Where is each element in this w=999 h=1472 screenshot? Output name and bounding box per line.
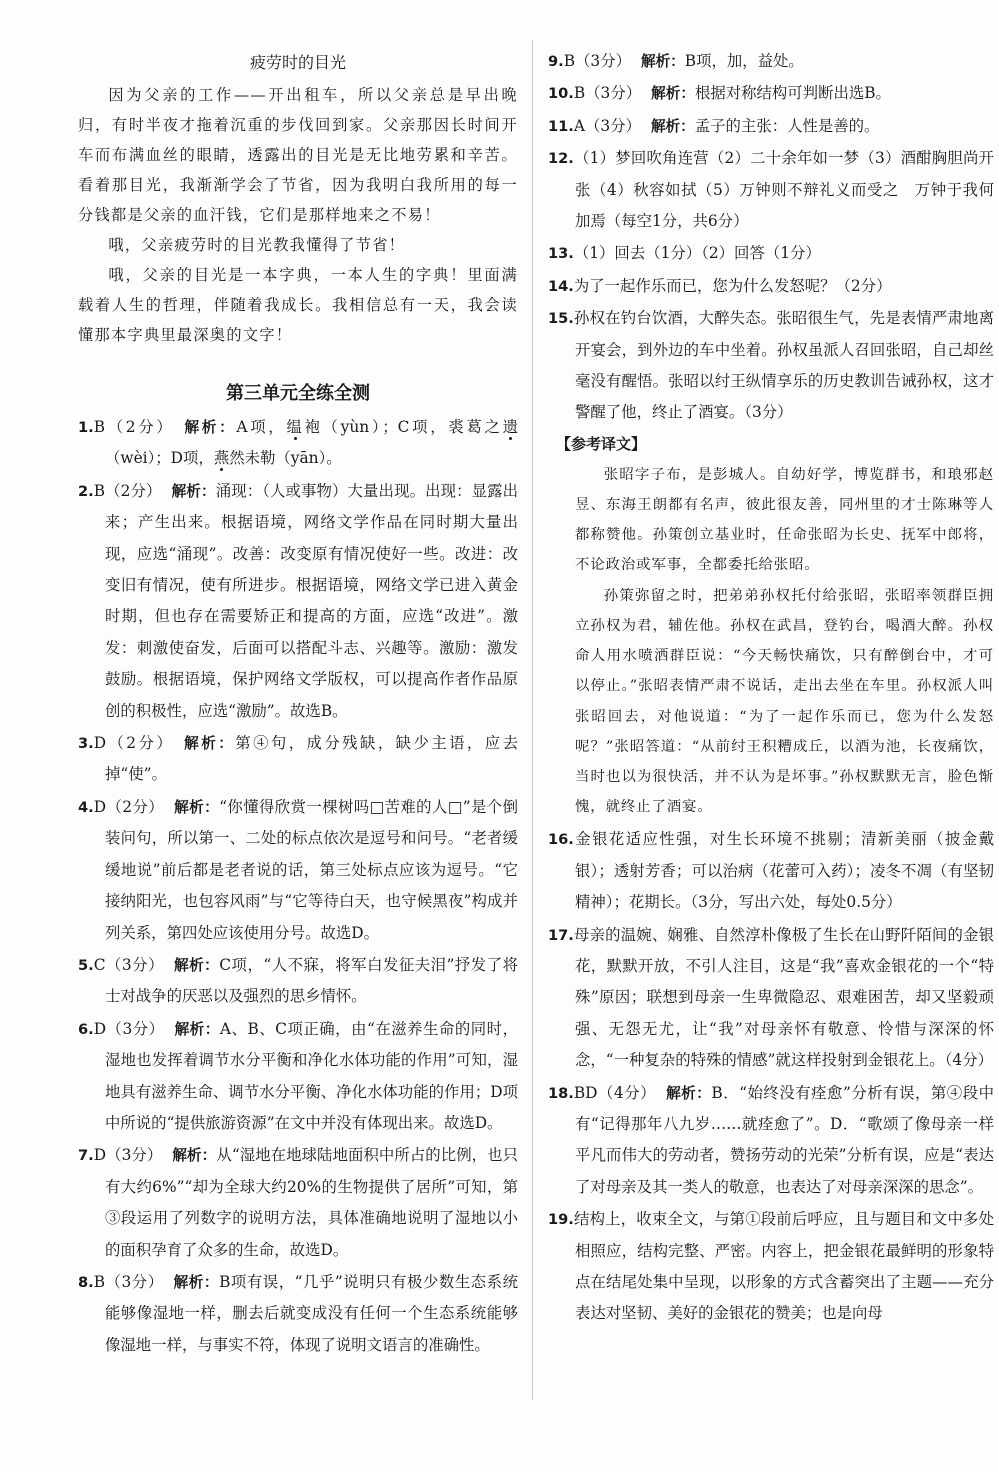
reference-translation-heading: 【参考译文】 xyxy=(556,434,647,453)
left-column xyxy=(78,46,518,1361)
answer-item: 8.B（3分） 解析：B项有误，“几乎”说明只有极少数生态系统能够像湿地一样，删去后就变成没有任何一个生态系统能够像湿地一样，与事实不符，体现了说明文语言的准确性。 xyxy=(78,1272,518,1354)
answer-item: 12.（1）梦回吹角连营（2）二十余年如一梦（3）酒酣胸胆尚开张（4）秋容如拭（5）万钟则不辩礼义而受之 万钟于我何加焉（每空1分，共6分） xyxy=(548,149,994,231)
answer-item: 2.B（2分） 解析：涌现：（人或事物）大量出现。出现：显露出来；产生出来。根据语境，网络文学作品在同时期大量出现，应选“涌现”。改善：改变原有情况使好一些。改进：改变旧有情况，使有所进步。根据语境，网络文学已进入黄金时期，但也存在需要矫正和提高的方面，应选“改进”。激发：刺激使奋发，后面可以搭配斗志、兴趣等。激励：激发鼓励。根据语境，保护网络文学版权，可以提高作者作品原创的积极性，应选“激励”。故选B。 xyxy=(78,481,518,720)
answer-item: 16.金银花适应性强，对生长环境不挑剔；清新美丽（披金戴银）；透射芳香；可以治病（花蕾可入药）；凌冬不凋（有坚韧精神）；花期长。（3分，写出六处，每处0.5分） xyxy=(548,830,994,912)
answer-item: 15.孙权在钓台饮酒，大醉失态。张昭很生气，先是表情严肃地离开宴会，到外边的车中坐着。孙权虽派人召回张昭，自己却丝毫没有醒悟。张昭以纣王纵情享乐的历史教训告诫孙权，这才警醒了他，终止了酒宴。（3分） xyxy=(548,309,994,422)
answer-item: 17.母亲的温婉、娴雅、自然淳朴像极了生长在山野阡陌间的金银花，默默开放，不引人注目，这是“我”喜欢金银花的一个“特殊”原因；联想到母亲一生卑微隐忍、艰难困苦，却又坚毅顽强、无怨无尤，让“我”对母亲怀有敬意、怜惜与深深的怀念，“一种复杂的特殊的情感”就这样投射到金银花上。（4分） xyxy=(548,925,994,1070)
answer-item: 4.D（2分） 解析：“你懂得欣赏一棵树吗□苦难的人□”是个倒装问句，所以第一、二处的标点依次是逗号和问号。“老者缓缓地说”前后都是老者说的话，第三处标点应该为逗号。“它接纳阳光，也包容风雨”与“它等待白天，也守候黑夜”构成并列关系，第四处应该使用分号。故选D。 xyxy=(78,797,518,942)
translation-paragraph: 张昭字子布，是彭城人。自幼好学，博览群书，和琅邪赵昱、东海王朗都有名声，彼此很友善，同州里的才士陈琳等人都称赞他。孙策创立基业时，任命张昭为长史、抚军中郎将，不论政治或军事，全都委托给张昭。 xyxy=(575,466,994,574)
answer-item: 5.C（3分） 解析：C项，“人不寐，将军白发征夫泪”抒发了将士对战争的厌恶以及强烈的思乡情怀。 xyxy=(78,955,518,1006)
section-title: 第三单元全练全测 xyxy=(226,383,370,404)
answer-item: 3.D（2分） 解析：第④句，成分残缺，缺少主语，应去掉“使”。 xyxy=(78,734,518,784)
answer-item: 9.B（3分） 解析：B项，加，益处。 xyxy=(548,52,804,70)
essay-title: 疲劳时的目光 xyxy=(249,53,346,72)
essay-paragraph: 因为父亲的工作——开出租车，所以父亲总是早出晚归，有时半夜才拖着沉重的步伐回到家。父亲那因长时间开车而布满血丝的眼睛，透露出的目光是无比地劳累和辛苦。看着那目光，我渐渐学会了节省，因为我明白我所用的每一分钱都是父亲的血汗钱，它们是那样地来之不易！ xyxy=(78,86,518,224)
answer-item: 6.D（3分） 解析：A、B、C项正确，由“在滋养生命的同时，湿地也发挥着调节水分平衡和净化水体功能的作用”可知，湿地具有滋养生命、调节水分平衡、净化水体功能的作用；D项中所说的“提供旅游资源”在文中并没有体现出来。故选D。 xyxy=(78,1019,518,1132)
translation-paragraph: 孙策弥留之时，把弟弟孙权托付给张昭，张昭率领群臣拥立孙权为君，辅佐他。孙权在武昌，登钓台，喝酒大醉。孙权命人用水喷洒群臣说：“今天畅快痛饮，只有醉倒台中，才可以停止。”张昭表情严肃不说话，走出去坐在车里。孙权派人叫张昭回去，对他说道：“为了一起作乐而已，您为什么发怒呢？”张昭答道：“从前纣王积糟成丘，以酒为池，长夜痛饮，当时也以为很快活，并不认为是坏事。”孙权默默无言，脸色惭愧，就终止了酒宴。 xyxy=(575,587,994,816)
essay-paragraph: 哦，父亲的目光是一本字典，一本人生的字典！里面满载着人生的哲理，伴随着我成长。我相信总有一天，我会读懂那本字典里最深奥的文字！ xyxy=(78,266,518,344)
right-column xyxy=(548,46,994,1330)
answer-item: 1.B（2分） 解析：A项，缊袍（yùn）；C项，裘葛之遗（wèi）；D项，燕然未勒（yān）。 xyxy=(78,418,518,468)
answer-item: 10.B（3分） 解析：根据对称结构可判断出选B。 xyxy=(548,84,891,103)
answer-item: 19.结构上，收束全文，与第①段前后呼应，且与题目和文中多处相照应，结构完整、严密。内容上，把金银花最鲜明的形象特点在结尾处集中呈现，以形象的方式含蓄突出了主题——充分表达对坚韧、美好的金银花的赞美；也是向母 xyxy=(548,1210,994,1323)
answer-item: 13.（1）回去（1分）（2）回答（1分） xyxy=(548,244,821,263)
answer-item: 7.D（3分） 解析：从“湿地在地球陆地面积中所占的比例，也只有大约6%”“却为全球大约20%的生物提供了居所”可知，第③段运用了列数字的说明方法，具体准确地说明了湿地以小的面积孕育了众多的生命，故选D。 xyxy=(78,1146,518,1259)
answer-item: 18.BD（4分） 解析：B．“始终没有痊愈”分析有误，第④段中有“记得那年八九岁……就痊愈了”。D．“歌颂了像母亲一样平凡而伟大的劳动者，赞扬劳动的光荣”分析有误，应是“表达了对母亲及其一类人的敬意，也表达了对母亲深深的思念”。 xyxy=(548,1083,994,1196)
essay-paragraph: 哦，父亲疲劳时的目光教我懂得了节省！ xyxy=(108,236,406,254)
answer-item: 14.为了一起作乐而已，您为什么发怒呢？（2分） xyxy=(548,276,892,295)
column-divider xyxy=(532,40,533,1400)
answer-item: 11.A（3分） 解析：孟子的主张：人性是善的。 xyxy=(548,116,880,135)
